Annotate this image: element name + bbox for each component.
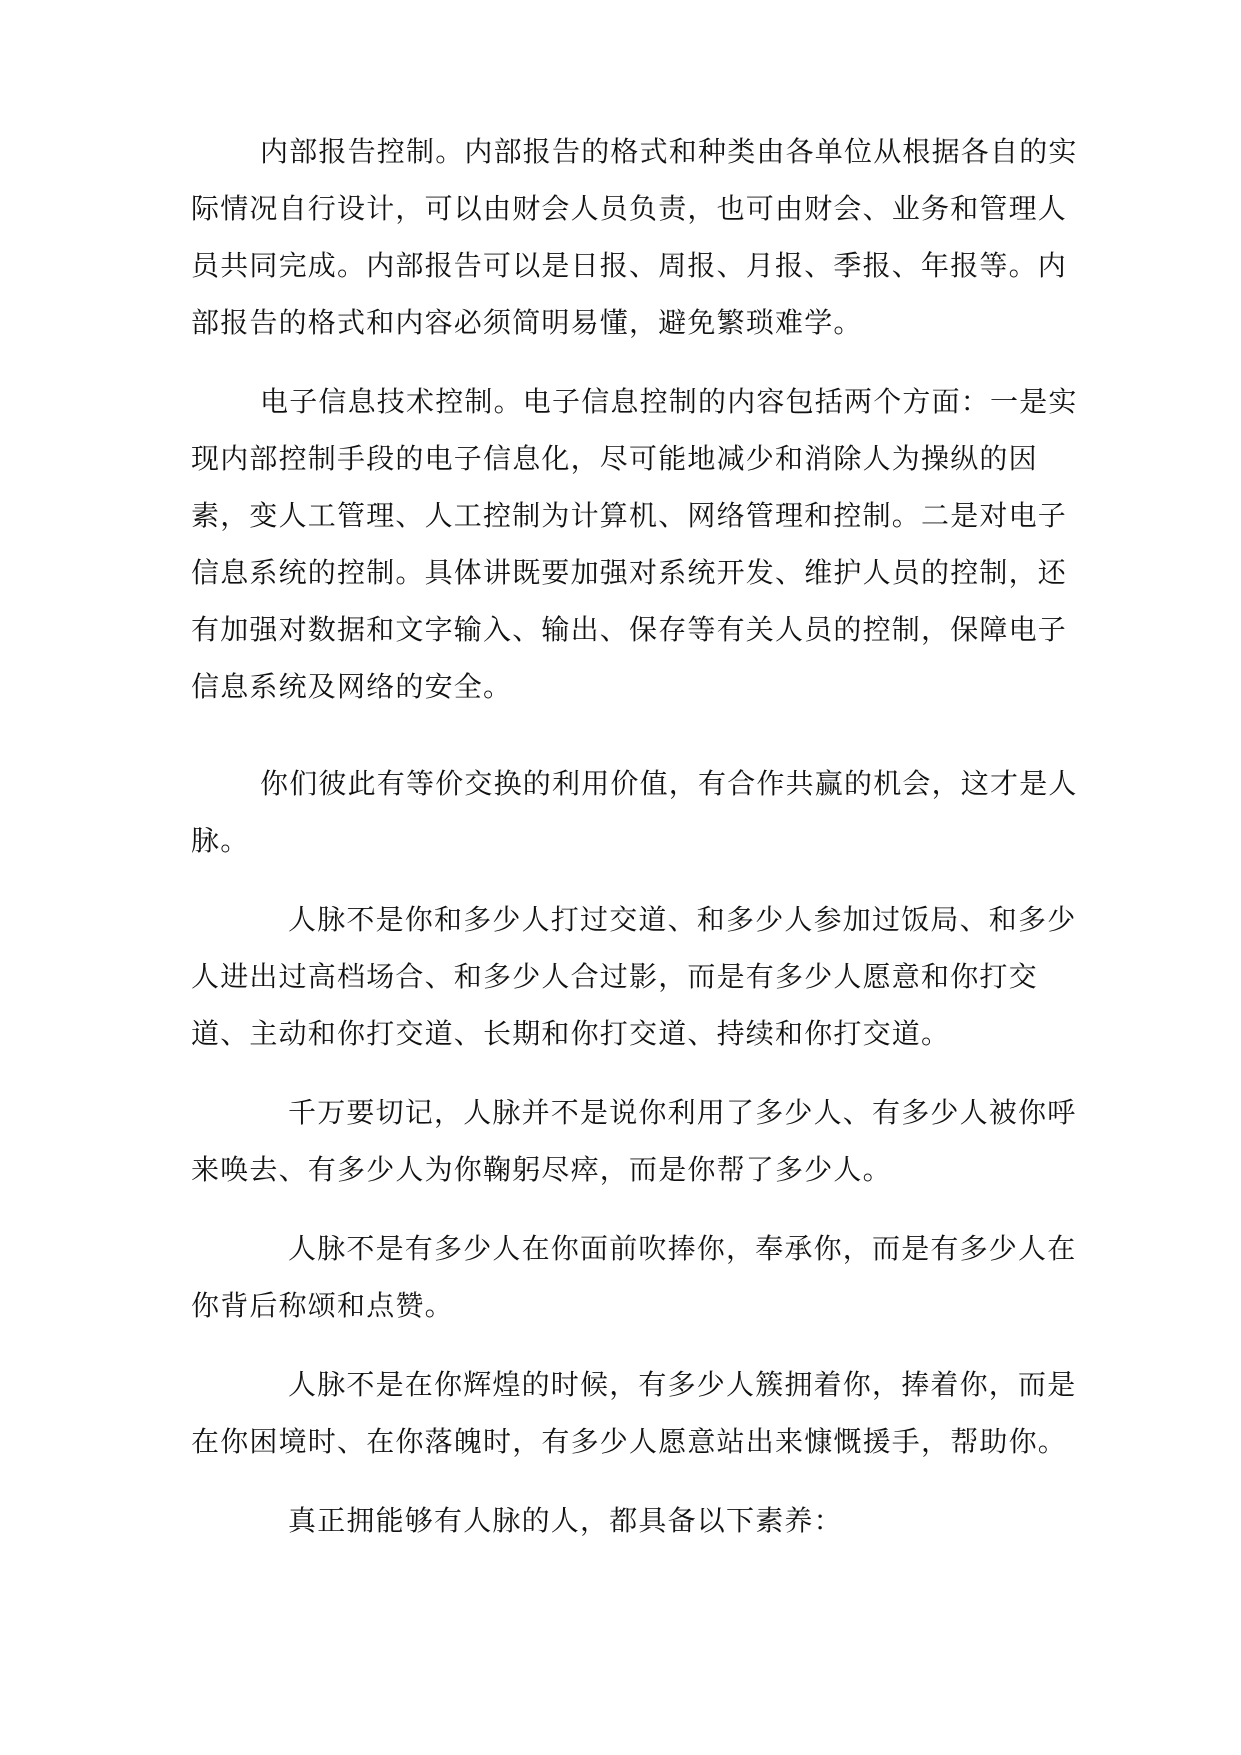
paragraph-line: 电子信息技术控制。电子信息控制的内容包括两个方面：一是实 xyxy=(260,385,1078,418)
paragraph-line: 信息系统及网络的安全。 xyxy=(191,670,513,703)
paragraph-line: 道、主动和你打交道、长期和你打交道、持续和你打交道。 xyxy=(191,1017,951,1050)
paragraph-line: 有加强对数据和文字输入、输出、保存等有关人员的控制，保障电子 xyxy=(191,613,1068,646)
paragraph-line: 素，变人工管理、人工控制为计算机、网络管理和控制。二是对电子 xyxy=(191,499,1068,532)
paragraph-line: 你们彼此有等价交换的利用价值，有合作共赢的机会，这才是人 xyxy=(260,767,1078,800)
paragraph-line: 员共同完成。内部报告可以是日报、周报、月报、季报、年报等。内 xyxy=(191,249,1068,282)
paragraph-line: 脉。 xyxy=(191,824,250,857)
paragraph-line: 际情况自行设计，可以由财会人员负责，也可由财会、业务和管理人 xyxy=(191,192,1068,225)
paragraph-line: 真正拥能够有人脉的人，都具备以下素养： xyxy=(288,1504,843,1537)
paragraph-line: 人脉不是有多少人在你面前吹捧你，奉承你，而是有多少人在 xyxy=(288,1232,1077,1265)
paragraph-line: 你背后称颂和点赞。 xyxy=(191,1289,454,1322)
paragraph-line: 人脉不是在你辉煌的时候，有多少人簇拥着你，捧着你，而是 xyxy=(288,1368,1077,1401)
paragraph-line: 来唤去、有多少人为你鞠躬尽瘁，而是你帮了多少人。 xyxy=(191,1153,892,1186)
paragraph-line: 千万要切记，人脉并不是说你利用了多少人、有多少人被你呼 xyxy=(288,1096,1077,1129)
paragraph-line: 人进出过高档场合、和多少人合过影，而是有多少人愿意和你打交 xyxy=(191,960,1038,993)
paragraph-line: 部报告的格式和内容必须简明易懂，避免繁琐难学。 xyxy=(191,306,863,339)
paragraph-line: 信息系统的控制。具体讲既要加强对系统开发、维护人员的控制，还 xyxy=(191,556,1068,589)
paragraph-line: 内部报告控制。内部报告的格式和种类由各单位从根据各自的实 xyxy=(260,135,1078,168)
paragraph-line: 在你困境时、在你落魄时，有多少人愿意站出来慷慨援手，帮助你。 xyxy=(191,1425,1068,1458)
paragraph-line: 人脉不是你和多少人打过交道、和多少人参加过饭局、和多少 xyxy=(288,903,1077,936)
paragraph-line: 现内部控制手段的电子信息化，尽可能地减少和消除人为操纵的因 xyxy=(191,442,1038,475)
